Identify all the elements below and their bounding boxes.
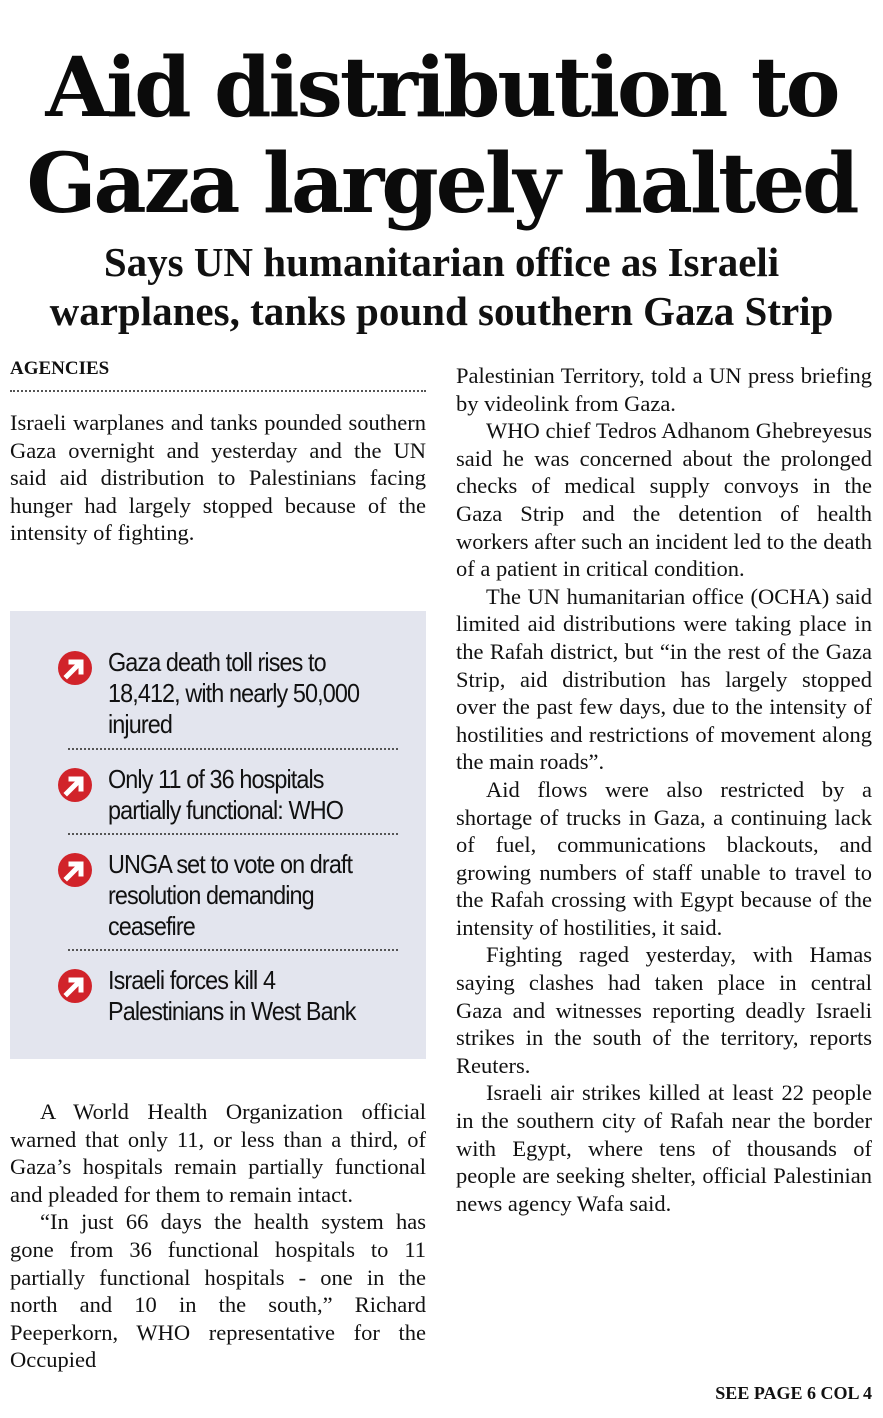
highlight-line: injured <box>108 709 172 739</box>
highlight-line: UNGA set to vote on draft <box>108 849 353 879</box>
highlight-line: Palestinians in West Bank <box>108 996 356 1026</box>
subheadline <box>0 238 883 336</box>
continued-jump-line[interactable]: SEE PAGE 6 COL 4 <box>715 1383 872 1403</box>
subhead-line-2: warplanes, tanks pound southern Gaza Strip <box>49 288 834 334</box>
byline: AGENCIES <box>10 358 426 392</box>
highlight-text <box>108 647 378 740</box>
highlight-line: Only 11 of 36 hospitals <box>108 764 324 794</box>
highlight-text <box>108 849 378 942</box>
body-paragraph: Aid flows were also restricted by a shortage of trucks in Gaza, a continuing lack of fuel, communications blackouts, and growing numbers of staff unable to travel to the Rafah crossing with Egypt because of the intensity of hostilities, it said. <box>456 776 872 940</box>
highlight-line: resolution demanding <box>108 880 314 910</box>
highlights-box <box>10 611 426 1059</box>
highlight-line: Israeli forces kill 4 <box>108 965 276 995</box>
body-paragraph: Palestinian Territory, told a UN press briefing by videolink from Gaza. <box>456 363 872 416</box>
highlight-text <box>108 965 378 1027</box>
arrow-up-right-icon <box>58 768 92 802</box>
highlight-line: ceasefire <box>108 911 195 941</box>
body-paragraph: The UN humanitarian office (OCHA) said limited aid distributions were taking place in the Rafah district, but “in the rest of the Gaza Strip, aid distribution has largely stopped over the past few days, due to the intensity of hostilities and restrictions of movement along the main roads”. <box>456 583 872 775</box>
highlight-line: Gaza death toll rises to <box>108 647 326 677</box>
headline <box>0 40 883 232</box>
highlight-line: 18,412, with nearly 50,000 <box>108 678 360 708</box>
body-paragraph: A World Health Organization official warned that only 11, or less than a third, of Gaza’s hospitals remain partially functional and pleaded for them to remain intact. <box>10 1099 426 1207</box>
arrow-up-right-icon <box>58 969 92 1003</box>
body-paragraph: “In just 66 days the health system has gone from 36 functional hospitals to 11 partially functional hospitals - one in the north and 10 in the south,” Richard Peeperkorn, WHO representative for the Occupied <box>10 1209 426 1373</box>
headline-line-2: Gaza largely halted <box>26 136 857 232</box>
body-paragraph: Fighting raged yesterday, with Hamas saying clashes had taken place in central Gaza and witnesses reporting deadly Israeli strikes in the south of the territory, reports Reuters. <box>456 942 872 1078</box>
intro-paragraph: Israeli warplanes and tanks pounded southern Gaza overnight and yesterday and the UN said aid distribution to Palestinians facing hunger had largely stopped because of the intensity of fighting. <box>10 410 426 546</box>
highlight-line: partially functional: WHO <box>108 795 343 825</box>
arrow-up-right-icon <box>58 651 92 685</box>
body-column-left <box>10 1098 426 1374</box>
headline-line-1: Aid distribution to <box>45 40 838 136</box>
body-paragraph: WHO chief Tedros Adhanom Ghebreyesus said he was concerned about the prolonged checks of medical supply convoys in the Gaza Strip and the detention of health workers after such an incident led to the death of a patient in critical condition. <box>456 418 872 582</box>
body-column-right <box>456 362 872 1217</box>
subhead-line-1: Says UN humanitarian office as Israeli <box>103 239 780 285</box>
intro-column <box>10 409 426 547</box>
body-paragraph: Israeli air strikes killed at least 22 people in the southern city of Rafah near the border with Egypt, where tens of thousands of people are seeking shelter, official Palestinian news agency Wafa said. <box>456 1080 872 1216</box>
highlight-text <box>108 764 378 826</box>
highlight-divider <box>68 833 398 835</box>
highlight-divider <box>68 748 398 750</box>
highlight-divider <box>68 949 398 951</box>
arrow-up-right-icon <box>58 853 92 887</box>
